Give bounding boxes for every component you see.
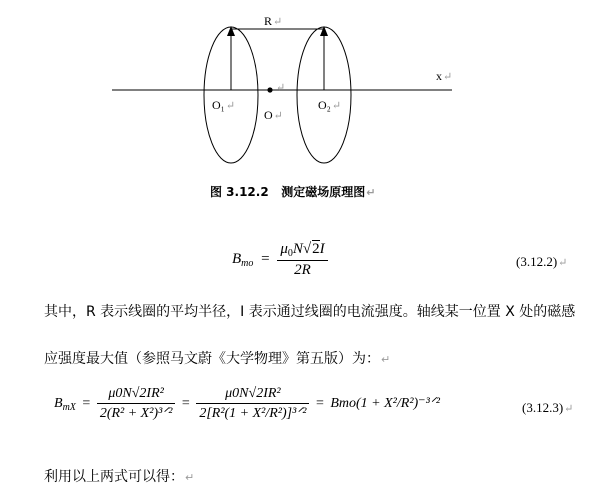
fraction-1-numerator: μ0N√2IR² <box>97 386 176 404</box>
label-x-axis: x↵ <box>436 69 453 83</box>
figure-caption: 图 3.12.2 测定磁场原理图↵ <box>210 185 376 199</box>
equation-number-3-12-3: (3.12.3)↵ <box>522 400 574 415</box>
label-r: R↵ <box>264 14 283 28</box>
fraction-1-denominator: 2(R² + X²)³ᐟ² <box>99 406 173 421</box>
equation-rhs: Bmo(1 + X²/R²)⁻³ᐟ² <box>330 396 440 412</box>
paragraph-1-line-1: 其中，R 表示线圈的平均半径，I 表示通过线圈的电流强度。轴线某一位置 X 处的磁感 <box>44 304 576 320</box>
paragraph-2: 利用以上两式可以得：↵ <box>44 469 195 485</box>
fraction-2-numerator: μ0N√2IR² <box>196 386 309 404</box>
center-point-o <box>267 87 272 92</box>
label-o1: O₁↵ <box>212 98 236 112</box>
paragraph-1-line-2: 应强度最大值（参照马文蔚《大学物理》第五版）为：↵ <box>44 351 391 367</box>
label-o: O↵ <box>264 108 283 122</box>
equation-3-12-3: $B_{mX}$ = $\frac{\text{μ0N√2IR²}}{\text{2(R² + X²)³ᐟ²}}$ = $\frac{\text{μ0N√2IR²}}{\text{2[R²(1 + X²/R²)]³ᐟ²}}$ = Bmo(1 + X²/R²)⁻³ᐟ² <box>54 386 440 421</box>
label-o2: O₂↵ <box>318 98 342 112</box>
equation-3-12-2: $B_{mo}$ = $\frac{\mu_0N√2I}{2R}$ <box>232 240 328 279</box>
coil-diagram <box>0 0 604 200</box>
figure-number: 图 3.12.2 <box>210 185 269 199</box>
label-o-point-mark: ↵ <box>276 82 286 94</box>
figure-title: 测定磁场原理图 <box>281 185 366 199</box>
equation-number-3-12-2: (3.12.2)↵ <box>516 254 568 269</box>
fraction-2-denominator: 2[R²(1 + X²/R²)]³ᐟ² <box>199 406 307 421</box>
